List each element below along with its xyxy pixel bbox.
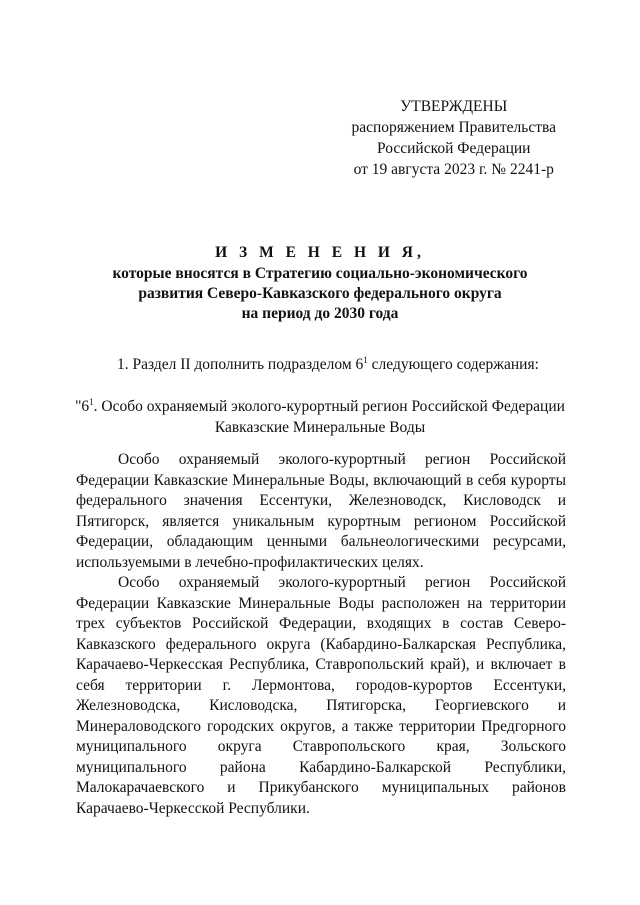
approval-title: УТВЕРЖДЕНЫ xyxy=(400,98,508,115)
approval-line-2: Российской Федерации xyxy=(377,140,531,157)
paragraph-2: Особо охраняемый эколого-курортный регион Российской Федерации Кавказские Минеральные Воды расположен на территории трех субъектов Российской Федерации, входящих в состав Северо-Кавказского федерального округа (Кабардино-Балкарская Республика, Карачаево-Черкесская Республика, Ставропольский край), и включает в себя территории г. Лермонтова, городов-курортов Ессентуки, Железноводска, Кисловодска, Пятигорска, Георгиевского и Минераловодского городских округов, а также территории Предгорного муниципального округа Ставропольского края, Зольского муниципального района Кабардино-Балкарской Республики, Малокарачаевского и Прикубанского муниципальных районов Карачаево-Черкесской Республики. xyxy=(76,574,566,817)
subtitle-line-3: на период до 2030 года xyxy=(241,305,399,322)
body-text xyxy=(76,450,566,819)
document-title: И З М Е Н Е Н И Я, xyxy=(215,244,425,261)
section-heading xyxy=(60,396,580,438)
item-1-superscript: 1 xyxy=(363,354,368,365)
subtitle-line-1: которые вносятся в Стратегию социально-экономического xyxy=(112,265,528,282)
approval-block xyxy=(351,96,556,180)
item-1 xyxy=(117,355,577,375)
item-1-suffix: следующего содержания: xyxy=(367,356,539,373)
subtitle-line-2: развития Северо-Кавказского федерального округа xyxy=(138,285,502,302)
item-1-prefix: 1. Раздел II дополнить подразделом 6 xyxy=(117,356,364,373)
approval-line-3: от 19 августа 2023 г. № 2241-р xyxy=(353,161,554,178)
section-heading-superscript: 1 xyxy=(89,396,94,407)
section-heading-text: . Особо охраняемый эколого-курортный регион Российской Федерации xyxy=(93,398,565,415)
paragraph-1: Особо охраняемый эколого-курортный регион Российской Федерации Кавказские Минеральные Воды, включающий в себя курорты федерального значения Ессентуки, Железноводск, Кисловодск и Пятигорск, является уникальным курортным регионом Российской Федерации, обладающим ценными бальнеологическими ресурсами, используемыми в лечебно-профилактических целях. xyxy=(76,451,566,571)
section-heading-line-2: Кавказские Минеральные Воды xyxy=(214,419,426,436)
section-heading-line-1 xyxy=(60,396,580,417)
document-subtitle xyxy=(0,264,640,324)
approval-line-1: распоряжением Правительства xyxy=(351,119,556,136)
section-heading-number: "6 xyxy=(75,398,90,415)
